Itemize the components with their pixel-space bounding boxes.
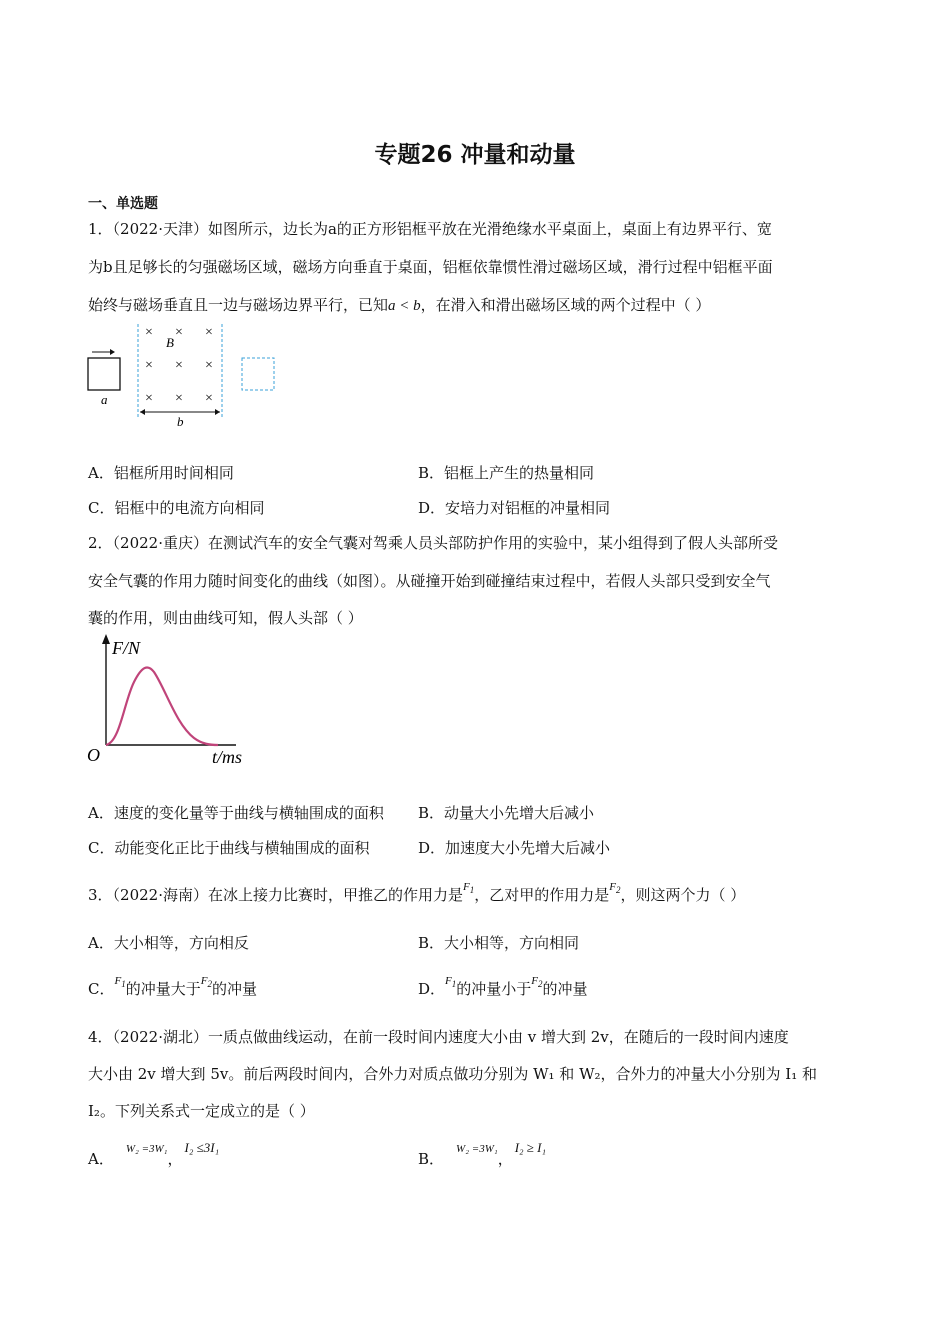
q1-option-D[interactable]: D．安培力对铝框的冲量相同 bbox=[418, 499, 611, 517]
q1-line-1: 1．（2022·天津）如图所示，边长为a的正方形铝框平放在光滑绝缘水平桌面上，桌面上有边界平行、宽 bbox=[88, 220, 772, 238]
q2-option-D[interactable]: D．加速度大小先增大后减小 bbox=[418, 839, 611, 857]
q3-option-C[interactable]: C．$^{F_1}$的冲量大于$^{F_2}$的冲量 bbox=[88, 975, 257, 998]
q1-line-3-post: ，在滑入和滑出磁场区域的两个过程中（ ） bbox=[420, 296, 711, 314]
q1-condition: a < b bbox=[388, 298, 421, 314]
q3-option-D[interactable]: D．$^{F_1}$的冲量小于$^{F_2}$的冲量 bbox=[418, 975, 588, 998]
q3-F2: F2 bbox=[609, 881, 621, 896]
q1-line-3-pre: 始终与磁场垂直且一边与磁场边界平行，已知 bbox=[88, 296, 389, 314]
cross-mark: × bbox=[145, 391, 153, 406]
q4-line-3: I₂。下列关系式一定成立的是（ ） bbox=[88, 1102, 315, 1120]
q4-option-B[interactable]: B．$^{W_2 =3W_1}$，I₂ ≥ I₁ bbox=[418, 1140, 547, 1168]
q1-figure bbox=[84, 322, 284, 432]
origin-label: O bbox=[87, 745, 100, 765]
q1-option-A[interactable]: A．铝框所用时间相同 bbox=[88, 464, 234, 482]
x-axis-label: t/ms bbox=[212, 747, 243, 767]
q3-option-A[interactable]: A．大小相等，方向相反 bbox=[88, 934, 249, 952]
q2-line-3: 囊的作用，则由曲线可知，假人头部（ ） bbox=[88, 609, 363, 627]
q2-option-C[interactable]: C．动能变化正比于曲线与横轴围成的面积 bbox=[88, 839, 370, 857]
cross-mark: × bbox=[175, 325, 183, 340]
q4-option-A[interactable]: A．$^{W_2 =3W_1}$，I₂ ≤3I₁ bbox=[88, 1140, 220, 1168]
q3-line-post: ，则这两个力（ ） bbox=[620, 886, 746, 904]
q2-force-time-graph bbox=[84, 632, 264, 772]
q3-F1: F1 bbox=[463, 881, 475, 896]
cross-mark: × bbox=[145, 325, 153, 340]
q1-option-B[interactable]: B．铝框上产生的热量相同 bbox=[418, 464, 595, 482]
q3-line bbox=[88, 881, 746, 905]
label-B: B bbox=[166, 335, 174, 350]
q2-option-A[interactable]: A．速度的变化量等于曲线与横轴围成的面积 bbox=[88, 804, 384, 822]
q3-line-pre: 3．（2022·海南）在冰上接力比赛时，甲推乙的作用力是 bbox=[88, 886, 463, 904]
q2-line-1: 2．（2022·重庆）在测试汽车的安全气囊对驾乘人员头部防护作用的实验中，某小组得到了假人头部所受 bbox=[88, 534, 778, 552]
frame-after-field bbox=[242, 358, 274, 390]
q3-option-B[interactable]: B．大小相等，方向相同 bbox=[418, 934, 580, 952]
cross-mark: × bbox=[175, 391, 183, 406]
q4-line-1: 4．（2022·湖北）一质点做曲线运动，在前一段时间内速度大小由 v 增大到 2v，在随后的一段时间内速度 bbox=[88, 1028, 789, 1046]
label-a: a bbox=[101, 392, 108, 407]
q2-line-2: 安全气囊的作用力随时间变化的曲线（如图）。从碰撞开始到碰撞结束过程中，若假人头部只受到安全气 bbox=[88, 572, 771, 590]
section-heading: 一、单选题 bbox=[88, 196, 158, 212]
q2-option-B[interactable]: B．动量大小先增大后减小 bbox=[418, 804, 595, 822]
cross-mark: × bbox=[145, 358, 153, 373]
cross-mark: × bbox=[205, 391, 213, 406]
q1-option-C[interactable]: C．铝框中的电流方向相同 bbox=[88, 499, 265, 517]
label-b: b bbox=[177, 414, 184, 429]
cross-mark: × bbox=[175, 358, 183, 373]
page-title: 专题26 冲量和动量 bbox=[374, 142, 576, 168]
q4-line-2: 大小由 2v 增大到 5v。前后两段时间内，合外力对质点做功分别为 W₁ 和 W₂，合外力的冲量大小分别为 I₁ 和 bbox=[88, 1065, 817, 1083]
cross-mark: × bbox=[205, 325, 213, 340]
aluminum-frame bbox=[88, 358, 120, 390]
cross-mark: × bbox=[205, 358, 213, 373]
y-axis-label: F/N bbox=[112, 638, 141, 658]
q1-line-2: 为b且足够长的匀强磁场区域，磁场方向垂直于桌面，铝框依靠惯性滑过磁场区域，滑行过程中铝框平面 bbox=[88, 258, 773, 276]
q1-line-3 bbox=[88, 294, 710, 315]
q3-line-mid: ，乙对甲的作用力是 bbox=[474, 886, 610, 904]
force-curve bbox=[106, 667, 218, 745]
